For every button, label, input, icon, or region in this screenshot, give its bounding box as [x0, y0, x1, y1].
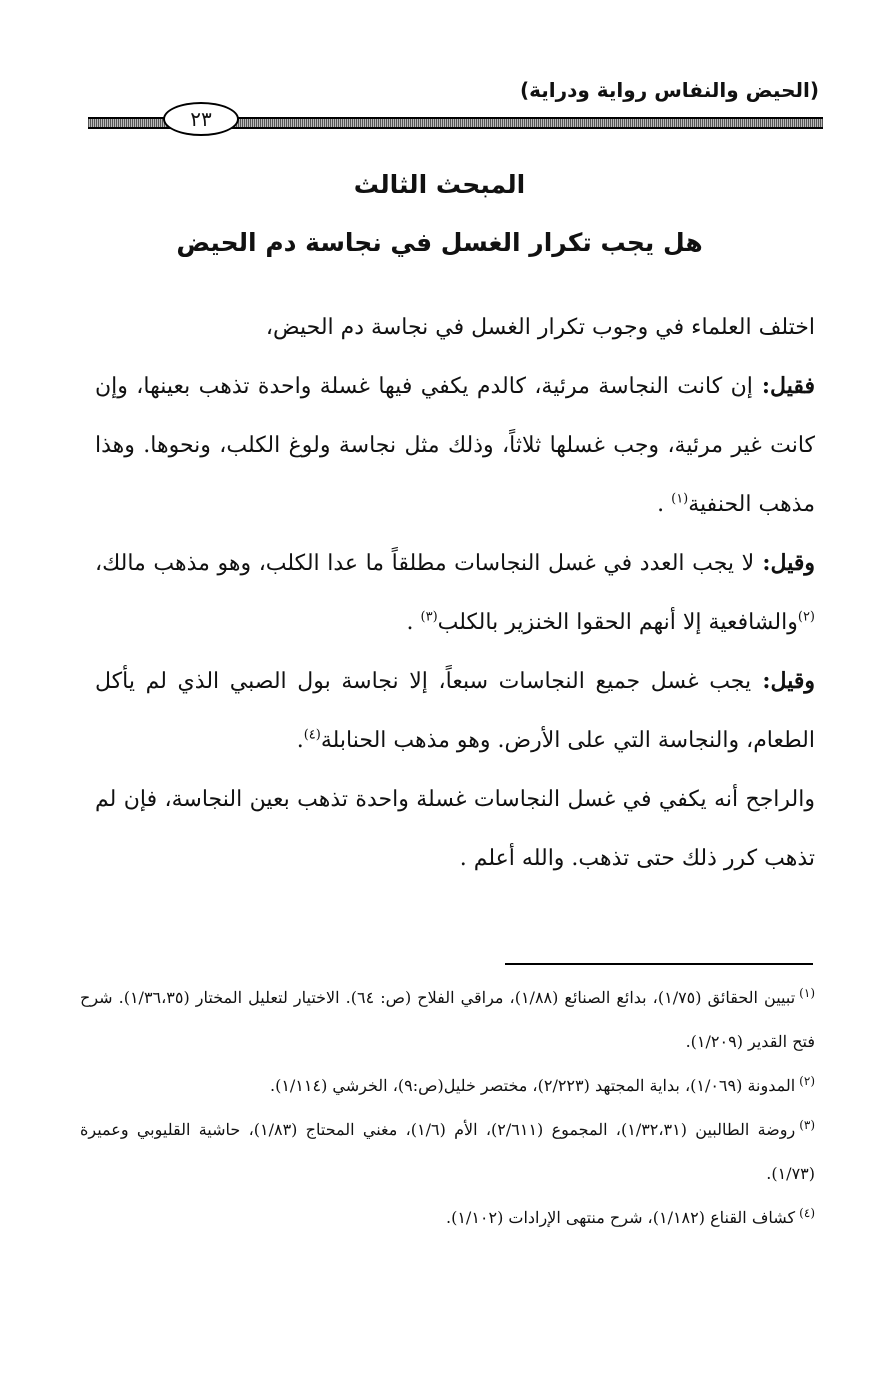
footnote: $^{(٤)}$كشاف القناع (١/١٨٢)، شرح منتهى الإرادات (١/١٠٢). [446, 1205, 815, 1227]
body-text [95, 298, 815, 888]
footnote: $^{(٢)}$المدونة (١/٠٦٩)، بداية المجتهد (٢/٢٢٣)، مختصر خليل(ص:٩)، الخرشي (١/١١٤). [269, 1073, 815, 1095]
section-title: المبحث الثالث [353, 170, 526, 199]
footnote-ref[interactable]: (٢) [797, 609, 815, 625]
footnotes [80, 976, 815, 1240]
paragraph: فقيل: إن كانت النجاسة مرئية، كالدم يكفي فيها غسلة واحدة تذهب بعينها، وإن كانت غير مرئية، وجب غسلها ثلاثاً، وذلك مثل نجاسة ولوغ الكلب، ونحوها. وهذا مذهب الحنفية$^{(١)}$ . [95, 373, 815, 517]
paragraph: وقيل: يجب غسل جميع النجاسات سبعاً، إلا نجاسة بول الصبي الذي لم يأكل الطعام، والنجاسة التي على الأرض. وهو مذهب الحنابلة$^{(٤)}$. [95, 668, 815, 753]
footnote-ref[interactable]: (٤) [303, 727, 321, 743]
running-header: (الحيض والنفاس رواية ودراية) [519, 78, 819, 102]
footnote: $^{(٣)}$روضة الطالبين (١/٣٢،٣١)، المجموع (٢/٦١١)، الأم (١/٦)، مغني المحتاج (١/٨٣)، حاشية القليوبي وعميرة (١/٧٣). [80, 1117, 816, 1183]
footnote: $^{(١)}$تبيين الحقائق (١/٧٥)، بدائع الصنائع (١/٨٨)، مراقي الفلاح (ص: ٦٤). الاختيار لتعليل المختار (١/٣٦،٣٥). شرح فتح القدير (١/٢٠٩). [80, 985, 815, 1051]
paragraph: والراجح أنه يكفي في غسل النجاسات غسلة واحدة تذهب بعين النجاسة، فإن لم تذهب كرر ذلك حتى تذهب. والله أعلم . [95, 787, 815, 871]
paragraph: اختلف العلماء في وجوب تكرار الغسل في نجاسة دم الحيض، [265, 315, 815, 340]
footnote-divider [505, 963, 813, 965]
section-subtitle: هل يجب تكرار الغسل في نجاسة دم الحيض [176, 228, 703, 257]
paragraph: وقيل: لا يجب العدد في غسل النجاسات مطلقاً ما عدا الكلب، وهو مذهب مالك،$^{(٢)}$والشافعية إلا أنهم الحقوا الخنزير بالكلب$^{(٣)}$ . [95, 550, 815, 635]
page-number: ٢٣ [163, 102, 239, 136]
footnote-ref[interactable]: (١) [671, 491, 689, 507]
footnote-ref[interactable]: (٣) [420, 609, 438, 625]
